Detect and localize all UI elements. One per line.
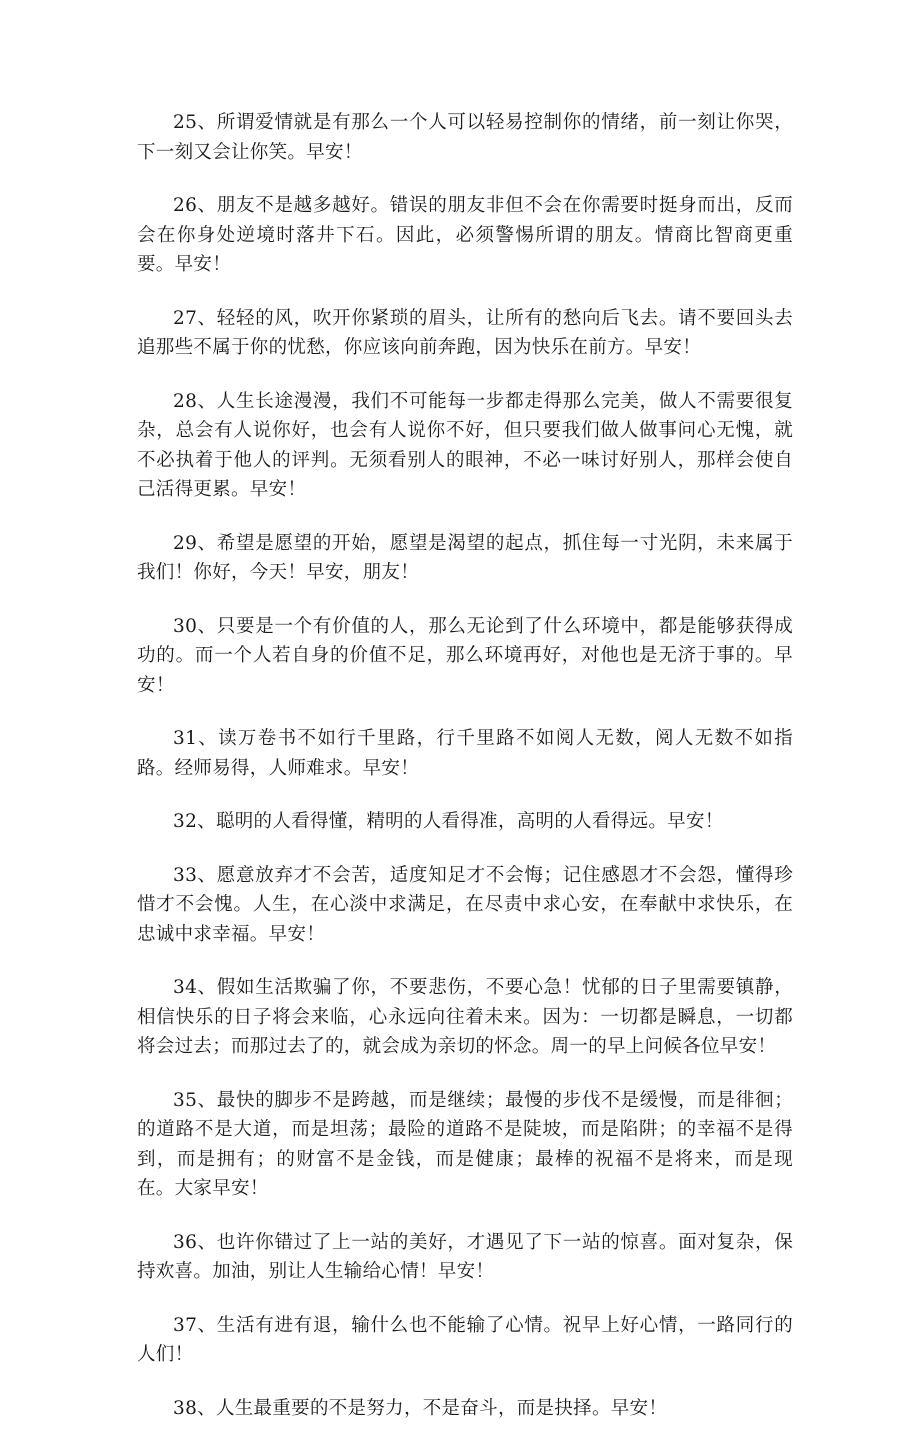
paragraph-35: 35、最快的脚步不是跨越，而是继续；最慢的步伐不是缓慢，而是徘徊；的道路不是大道，而是坦荡；最险的道路不是陡坡，而是陷阱；的幸福不是得到，而是拥有；的财富不是金钱，而是健康；最棒的祝福不是将来，而是现在。大家早安！ — [137, 1089, 793, 1199]
document-body — [137, 108, 793, 1447]
paragraph-38: 38、人生最重要的不是努力，不是奋斗，而是抉择。早安！ — [173, 1397, 668, 1419]
paragraph-30: 30、只要是一个有价值的人，那么无论到了什么环境中，都是能够获得成功的。而一个人若自身的价值不足，那么环境再好，对他也是无济于事的。早安！ — [137, 615, 793, 696]
paragraph-31: 31、读万卷书不如行千里路，行千里路不如阅人无数，阅人无数不如指路。经师易得，人师难求。早安！ — [137, 728, 793, 779]
paragraph-29: 29、希望是愿望的开始，愿望是渴望的起点，抓住每一寸光阴，未来属于我们！你好，今天！早安，朋友！ — [137, 532, 793, 583]
paragraph-33: 33、愿意放弃才不会苦，适度知足才不会悔；记住感恩才不会怨，懂得珍惜才不会愧。人生，在心淡中求满足，在尽责中求心安，在奉献中求快乐，在忠诚中求幸福。早安！ — [137, 864, 793, 945]
paragraph-27: 27、轻轻的风，吹开你紧琐的眉头，让所有的愁向后飞去。请不要回头去追那些不属于你的忧愁，你应该向前奔跑，因为快乐在前方。早安！ — [137, 307, 793, 358]
paragraph-32: 32、聪明的人看得懂，精明的人看得准，高明的人看得远。早安！ — [173, 811, 724, 832]
paragraph-34: 34、假如生活欺骗了你，不要悲伤，不要心急！忧郁的日子里需要镇静，相信快乐的日子将会来临，心永远向往着未来。因为：一切都是瞬息，一切都将会过去；而那过去了的，就会成为亲切的怀念。周一的早上问候各位早安！ — [137, 977, 793, 1057]
paragraph-37: 37、生活有进有退，输什么也不能输了心情。祝早上好心情，一路同行的人们！ — [137, 1314, 793, 1365]
paragraph-36: 36、也许你错过了上一站的美好，才遇见了下一站的惊喜。面对复杂，保持欢喜。加油，别让人生输给心情！早安！ — [137, 1231, 793, 1282]
paragraph-28: 28、人生长途漫漫，我们不可能每一步都走得那么完美，做人不需要很复杂，总会有人说你好，也会有人说你不好，但只要我们做人做事问心无愧，就不必执着于他人的评判。无须看别人的眼神，不必一味讨好别人，那样会使自己活得更累。早安！ — [137, 390, 793, 500]
paragraph-26: 26、朋友不是越多越好。错误的朋友非但不会在你需要时挺身而出，反而会在你身处逆境时落井下石。因此，必须警惕所谓的朋友。情商比智商更重要。早安！ — [137, 195, 793, 275]
paragraph-25: 25、所谓爱情就是有那么一个人可以轻易控制你的情绪，前一刻让你哭，下一刻又会让你笑。早安！ — [137, 112, 793, 163]
